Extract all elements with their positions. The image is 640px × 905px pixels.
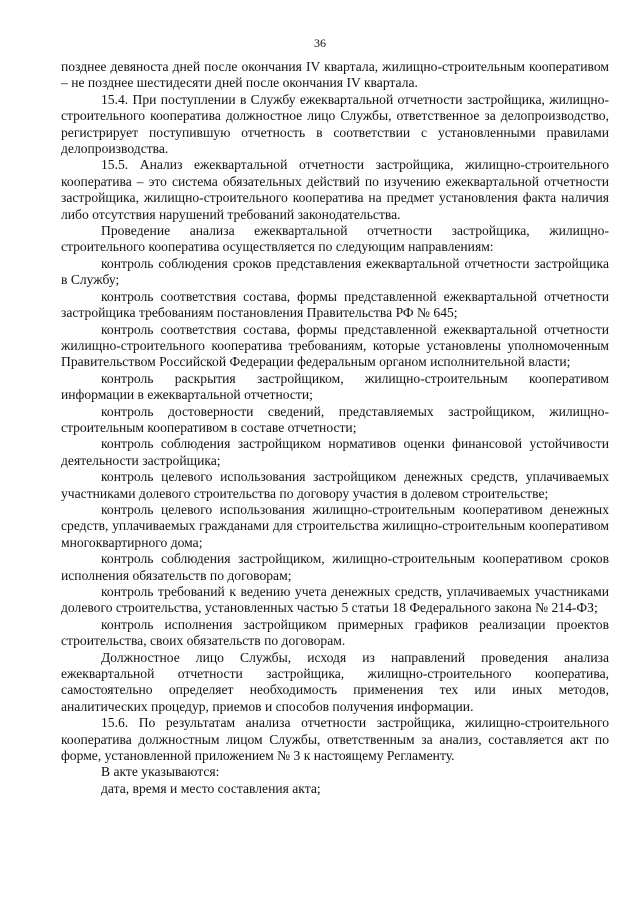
paragraph-15-4: 15.4. При поступлении в Службу ежеквартальной отчетности застройщика, жилищно-строительного кооператива должностное лицо Службы, ответственное за делопроизводство, регистрирует поступившую отчетность в соответствии с установленными правилами делопроизводства. — [61, 91, 609, 157]
list-item-obligation-terms: контроль соблюдения застройщиком, жилищно-строительным кооперативом сроков исполнения обязательств по договорам; — [61, 551, 609, 583]
list-item-accounting: контроль требований к ведению учета денежных средств, уплачиваемых участниками долевого строительства, установленных частью 5 статьи 18 Федерального закона № 214-ФЗ; — [61, 584, 609, 616]
list-item-target-use-developer: контроль целевого использования застройщиком денежных средств, уплачиваемых участниками долевого строительства по договору участия в долевом строительстве; — [61, 469, 609, 501]
list-item-reliability: контроль достоверности сведений, представляемых застройщиком, жилищно-строительным кооперативом в составе отчетности; — [61, 403, 609, 435]
paragraph-official-methods: Должностное лицо Службы, исходя из направлений проведения анализа ежеквартальной отчетности застройщика, жилищно-строительного кооператива, самостоятельно определяет необходимость применения тех или иных методов, аналитических процедур, приемов и способов получения информации. — [61, 649, 609, 714]
page-number: 36 — [314, 36, 326, 50]
paragraph-15-5: 15.5. Анализ ежеквартальной отчетности застройщика, жилищно-строительного кооператива – это система обязательных действий по изучению ежеквартальной отчетности застройщика, жилищно-строительного кооператива на предмет установления факта наличия либо отсутствия нарушений требований законодательства. — [61, 157, 609, 222]
paragraph-act-contents: В акте указываются: — [101, 764, 220, 780]
list-item-cooperative-form: контроль соответствия состава, формы представленной ежеквартальной отчетности жилищно-строительного кооператива требованиям, которые установлены уполномоченным Правительством Российской Федерации федеральным органом исполнительной власти; — [61, 321, 609, 370]
list-item-disclosure: контроль раскрытия застройщиком, жилищно-строительным кооперативом информации в ежеквартальной отчетности; — [61, 370, 609, 403]
list-item-financial-norms: контроль соблюдения застройщиком нормативов оценки финансовой устойчивости деятельности застройщика; — [61, 436, 609, 468]
list-item-act-date: дата, время и место составления акта; — [101, 780, 321, 796]
paragraph-analysis-directions: Проведение анализа ежеквартальной отчетности застройщика, жилищно-строительного кооператива осуществляется по следующим направлениям: — [61, 223, 609, 255]
body-text — [61, 59, 609, 797]
list-item-developer-form: контроль соответствия состава, формы представленной ежеквартальной отчетности застройщика требованиям постановления Правительства РФ № 645; — [61, 288, 609, 321]
list-item-deadlines: контроль соблюдения сроков представления ежеквартальной отчетности застройщика в Службу; — [61, 255, 609, 288]
paragraph-continuation: позднее девяноста дней после окончания IV квартала, жилищно-строительным кооперативом – не позднее шестидесяти дней после окончания IV квартала. — [61, 59, 609, 91]
list-item-target-use-cooperative: контроль целевого использования жилищно-строительным кооперативом денежных средств, уплачиваемых гражданами для строительства жилищно-строительным кооперативом многоквартирного дома; — [61, 501, 609, 550]
list-item-schedules: контроль исполнения застройщиком примерных графиков реализации проектов строительства, своих обязательств по договорам. — [61, 616, 609, 649]
paragraph-15-6: 15.6. По результатам анализа отчетности застройщика, жилищно-строительного кооператива должностным лицом Службы, ответственным за анализ, составляется акт по форме, установленной приложением № 3 к настоящему Регламенту. — [61, 715, 609, 764]
